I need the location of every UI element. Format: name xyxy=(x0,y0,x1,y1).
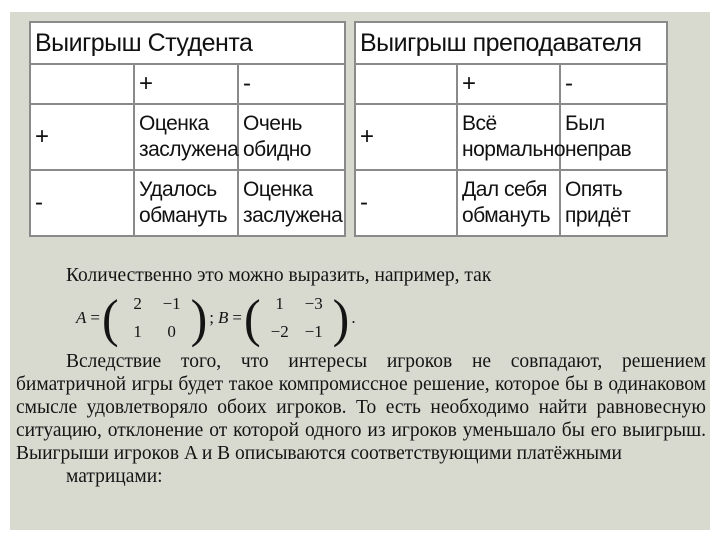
matrix-entry: −3 xyxy=(304,294,323,313)
corner-cell xyxy=(30,64,134,104)
table-cell: Опять придёт xyxy=(560,170,667,236)
row-header-minus: - xyxy=(355,170,457,236)
table-cell: Оценка заслужена xyxy=(134,104,238,170)
matrix-entry: 1 xyxy=(275,294,284,313)
matrix-entry: −2 xyxy=(270,322,289,341)
intro-text: Количественно это можно выразить, например, так xyxy=(66,265,492,286)
table-title: Выигрыш Студента xyxy=(30,22,345,64)
table-cell: Всё нормально xyxy=(457,104,560,170)
paragraph-text: Вследствие того, что интересы игроков не совпадают, решением биматричной игры будет такое компромиссное решение, которое бы в одинаковом смысле удовлетворяло обоих игроков. То есть необходимо найти равновесную ситуацию, отклонение от которой одного из игроков уменьшало бы его выигрыш. Выигрыши игроков A и B описываются соответствующими платёжными xyxy=(16,351,706,464)
col-header-plus: + xyxy=(134,64,238,104)
body-paragraph xyxy=(16,350,706,488)
table-cell: Удалось обмануть xyxy=(134,170,238,236)
separator: ; xyxy=(209,308,215,327)
teacher-payoff-table xyxy=(354,21,668,237)
table-cell: Был неправ xyxy=(560,104,667,170)
col-header-plus: + xyxy=(457,64,560,104)
table-cell: Очень обидно xyxy=(238,104,345,170)
row-header-plus: + xyxy=(355,104,457,170)
right-paren: ) xyxy=(190,288,208,348)
left-paren: ( xyxy=(244,288,261,348)
matrix-entry: 2 xyxy=(133,294,142,313)
equals-sign: = xyxy=(232,308,243,327)
row-header-minus: - xyxy=(30,170,134,236)
table-cell: Дал себя обмануть xyxy=(457,170,560,236)
matrix-a-label: A xyxy=(76,308,87,327)
col-header-minus: - xyxy=(238,64,345,104)
equals-sign: = xyxy=(90,308,100,327)
paragraph-end: матрицами: xyxy=(66,466,163,487)
col-header-minus: - xyxy=(560,64,667,104)
table-cell: Оценка заслужена xyxy=(238,170,345,236)
slide xyxy=(10,12,710,530)
matrix-entry: 0 xyxy=(167,322,176,341)
right-paren: ) xyxy=(332,288,350,348)
corner-cell xyxy=(355,64,457,104)
matrix-formula xyxy=(76,288,356,348)
table-title: Выигрыш преподавателя xyxy=(355,22,667,64)
matrix-a xyxy=(121,294,189,342)
end-dot: . xyxy=(351,308,356,327)
matrix-entry: −1 xyxy=(304,322,323,341)
row-header-plus: + xyxy=(30,104,134,170)
left-paren: ( xyxy=(101,288,119,348)
matrix-b-label: B xyxy=(218,308,229,327)
matrix-entry: 1 xyxy=(133,322,142,341)
student-payoff-table xyxy=(29,21,346,237)
matrix-entry: −1 xyxy=(162,294,181,313)
matrix-b xyxy=(263,294,331,342)
